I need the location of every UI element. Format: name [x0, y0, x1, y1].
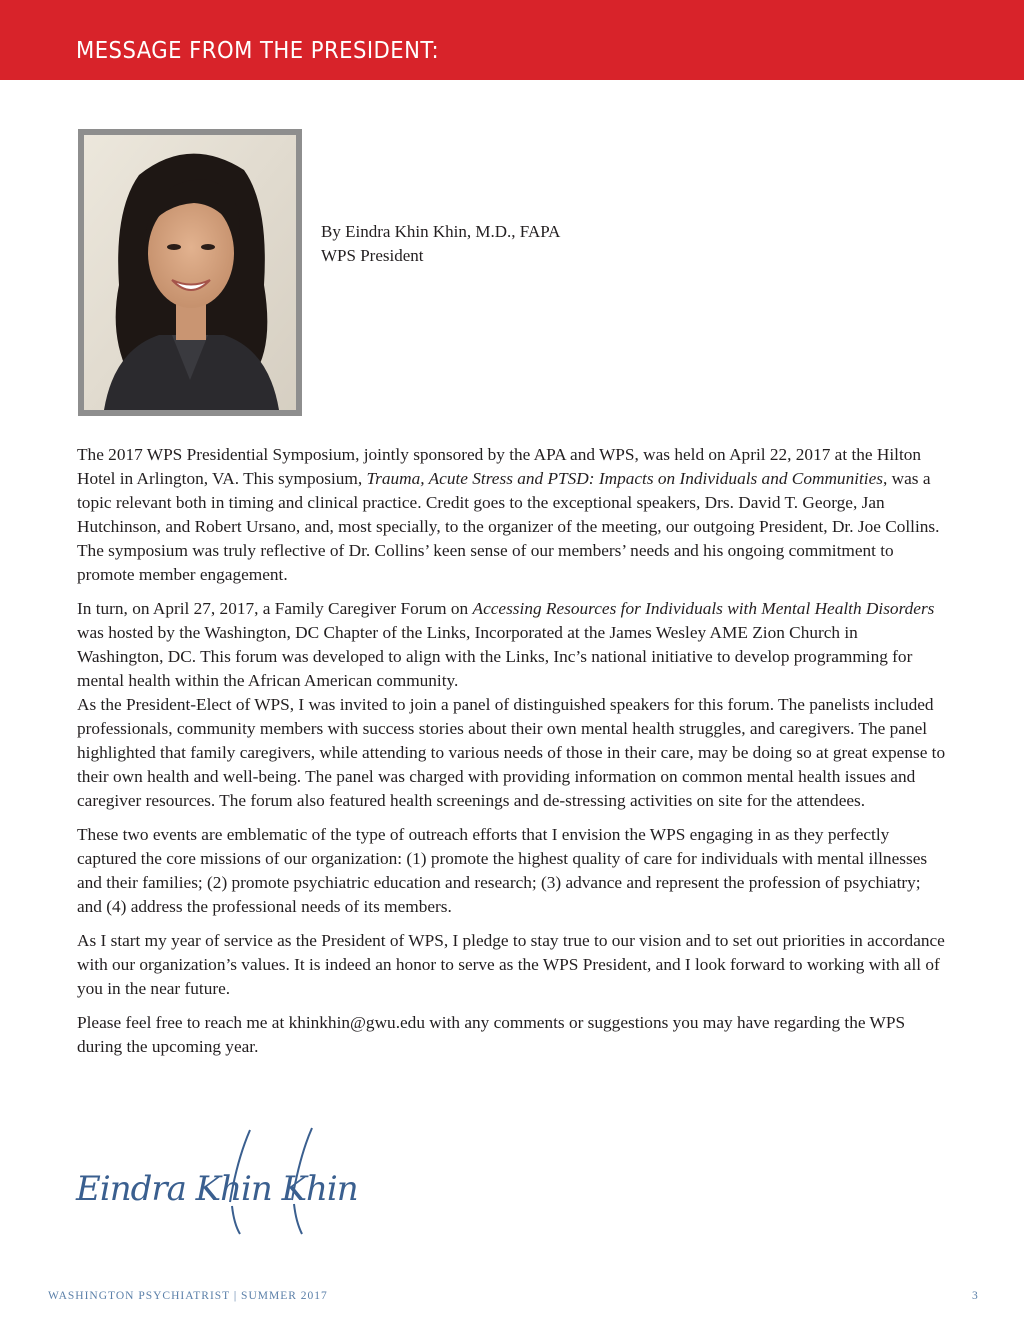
byline: [321, 220, 560, 268]
header-band: [0, 0, 1024, 80]
paragraph-pledge: As I start my year of service as the President of WPS, I pledge to stay true to our vision and to set out priorities in accordance with our organization’s values. It is indeed an honor to serve as the WPS President, and I look forward to working with all of you in the near future.: [77, 931, 945, 998]
author-name: By Eindra Khin Khin, M.D., FAPA: [321, 222, 561, 241]
signature-text: Eindra Khin Khin: [76, 1169, 358, 1209]
president-photo-frame: [78, 129, 302, 416]
article-body: [77, 443, 947, 1069]
paragraph-panel: As the President-Elect of WPS, I was invited to join a panel of distinguished speakers for this forum. The panelists included professionals, community members with success stories about their own mental health struggles, and caregivers. The panel highlighted that family caregivers, while attending to various needs of those in their care, may be doing so at great expense to their own health and well-being. The panel was charged with providing information on common mental health issues and caregiver resources. The forum also featured health screenings and de-stressing activities on site for the attendees.: [77, 695, 946, 810]
paragraph-contact: Please feel free to reach me at khinkhin@gwu.edu with any comments or suggestions you may have regarding the WPS during the upcoming year.: [77, 1013, 906, 1056]
paragraph-missions: These two events are emblematic of the type of outreach efforts that I envision the WPS engaging in as they perfectly captured the core missions of our organization: (1) promote the highest quality of care for individuals with mental illnesses and their families; (2) promote psychiatric education and research; (3) advance and represent the profession of psychiatry; and (4) address the professional needs of its members.: [77, 825, 928, 916]
paragraph-text: was hosted by the Washington, DC Chapter of the Links, Incorporated at the James Wesley AME Zion Church in Washington, DC. This forum was developed to align with the Links, Inc’s national initiative to develop programming for mental health within the African American community.: [77, 623, 913, 690]
president-portrait-photo: [84, 135, 296, 410]
paragraph-symposium: [77, 443, 947, 587]
signature-image: [72, 1120, 392, 1240]
paragraph-text: In turn, on April 27, 2017, a Family Caregiver Forum on: [77, 599, 473, 618]
paragraph-text: The 2017 WPS Presidential Symposium, jointly sponsored by the APA and WPS, was held on April 22, 2017 at the Hilton Hotel in Arlington, VA. This symposium,: [77, 445, 922, 488]
symposium-title: Trauma, Acute Stress and PTSD: Impacts on Individuals and Communities: [366, 469, 884, 488]
page-title: MESSAGE FROM THE PRESIDENT:: [76, 38, 440, 64]
forum-title: Accessing Resources for Individuals with Mental Health Disorders: [472, 599, 935, 618]
footer-page-number: 3: [972, 1290, 978, 1302]
author-role: WPS President: [321, 246, 424, 265]
footer-publication: WASHINGTON PSYCHIATRIST | SUMMER 2017: [48, 1290, 328, 1302]
paragraph-forum: [77, 597, 947, 693]
paragraph-text: , was a topic relevant both in timing and clinical practice. Credit goes to the exceptional speakers, Drs. David T. George, Jan Hutchinson, and Robert Ursano, and, most specially, to the organizer of the meeting, our outgoing President, Dr. Joe Collins. The symposium was truly reflective of Dr. Collins’ keen sense of our members’ needs and his ongoing commitment to promote member engagement.: [77, 469, 940, 584]
